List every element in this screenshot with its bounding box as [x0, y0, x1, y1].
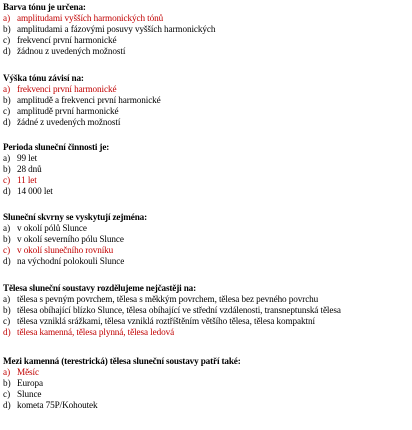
answer-option — [3, 316, 409, 327]
option-letter: a) — [3, 84, 11, 94]
question-block — [3, 73, 409, 128]
option-letter: b) — [3, 378, 11, 388]
spacer — [3, 128, 409, 142]
option-text: tělesa s pevným povrchem, tělesa s měkkým povrchem, tělesa bez pevného povrchu — [17, 294, 319, 304]
option-letter: d) — [3, 46, 11, 56]
answer-option — [3, 35, 409, 46]
option-text: tělesa kamenná, tělesa plynná, tělesa ledová — [17, 327, 175, 337]
option-letter: a) — [3, 153, 11, 163]
option-letter: a) — [3, 294, 11, 304]
question-block — [3, 142, 409, 197]
answer-option — [3, 106, 409, 117]
answer-option — [3, 153, 409, 164]
option-text: žádné z uvedených možností — [17, 117, 121, 127]
option-letter: b) — [3, 234, 11, 244]
option-text: Europa — [17, 378, 43, 388]
option-text: amplitudě první harmonické — [17, 106, 119, 116]
option-text: 14 000 let — [17, 186, 53, 196]
question-title: Barva tónu je určena: — [3, 2, 86, 12]
question-block — [3, 212, 409, 267]
option-letter: a) — [3, 13, 11, 23]
option-text: žádnou z uvedených možností — [17, 46, 126, 56]
spacer — [3, 57, 409, 73]
option-text: 28 dnů — [17, 164, 42, 174]
option-letter: d) — [3, 256, 11, 266]
option-text: Měsíc — [17, 367, 39, 377]
option-letter: c) — [3, 245, 11, 255]
option-text: v okolí pólů Slunce — [17, 223, 87, 233]
answer-option — [3, 294, 409, 305]
option-text: 99 let — [17, 153, 38, 163]
answer-option — [3, 305, 409, 316]
option-letter: d) — [3, 186, 11, 196]
spacer — [3, 197, 409, 212]
question-block — [3, 356, 409, 411]
answer-option — [3, 327, 409, 338]
option-text: v okolí severního pólu Slunce — [17, 234, 124, 244]
option-text: Slunce — [17, 389, 42, 399]
answer-option — [3, 234, 409, 245]
answer-option — [3, 389, 409, 400]
option-text: amplitudě a frekvenci první harmonické — [17, 95, 161, 105]
option-letter: c) — [3, 175, 11, 185]
option-text: amplitudami a fázovými posuvy vyšších harmonických — [17, 24, 216, 34]
option-letter: b) — [3, 95, 11, 105]
answer-option — [3, 175, 409, 186]
answer-option — [3, 245, 409, 256]
question-title: Mezi kamenná (terestrická) tělesa sluneční soustavy patří také: — [3, 356, 241, 366]
answer-option — [3, 186, 409, 197]
answer-option — [3, 46, 409, 57]
option-letter: c) — [3, 106, 11, 116]
option-letter: b) — [3, 24, 11, 34]
option-letter: a) — [3, 367, 11, 377]
question-title: Sluneční skvrny se vyskytují zejména: — [3, 212, 148, 222]
answer-option — [3, 13, 409, 24]
spacer — [3, 267, 409, 283]
question-block — [3, 283, 409, 338]
answer-option — [3, 95, 409, 106]
answer-option — [3, 256, 409, 267]
question-list — [3, 2, 409, 411]
answer-option — [3, 223, 409, 234]
answer-option — [3, 367, 409, 378]
option-letter: b) — [3, 164, 11, 174]
option-text: tělesa vzniklá srážkami, tělesa vzniklá roztříštěním většího tělesa, tělesa kompaktní — [17, 316, 315, 326]
quiz-document — [3, 2, 409, 411]
question-title: Perioda sluneční činnosti je: — [3, 142, 110, 152]
answer-option — [3, 164, 409, 175]
question-title: Tělesa sluneční soustavy rozdělujeme nejčastěji na: — [3, 283, 197, 293]
option-letter: d) — [3, 117, 11, 127]
option-text: kometa 75P/Kohoutek — [17, 400, 98, 410]
answer-option — [3, 378, 409, 389]
option-letter: c) — [3, 389, 11, 399]
option-letter: d) — [3, 400, 11, 410]
question-title: Výška tónu závisí na: — [3, 73, 84, 83]
option-letter: b) — [3, 305, 11, 315]
option-letter: c) — [3, 316, 11, 326]
question-block — [3, 2, 409, 57]
option-text: frekvenci první harmonické — [17, 84, 117, 94]
option-text: na východní polokouli Slunce — [17, 256, 125, 266]
option-text: amplitudami vyšších harmonických tónů — [17, 13, 164, 23]
answer-option — [3, 24, 409, 35]
option-letter: c) — [3, 35, 11, 45]
option-letter: a) — [3, 223, 11, 233]
option-text: v okolí slunečního rovníku — [17, 245, 114, 255]
option-text: tělesa obíhající blízko Slunce, tělesa obíhající ve střední vzdálenosti, transneptunská tělesa — [17, 305, 341, 315]
answer-option — [3, 117, 409, 128]
option-letter: d) — [3, 327, 11, 337]
spacer — [3, 338, 409, 356]
answer-option — [3, 400, 409, 411]
option-text: frekvencí první harmonické — [17, 35, 117, 45]
answer-option — [3, 84, 409, 95]
option-text: 11 let — [17, 175, 37, 185]
